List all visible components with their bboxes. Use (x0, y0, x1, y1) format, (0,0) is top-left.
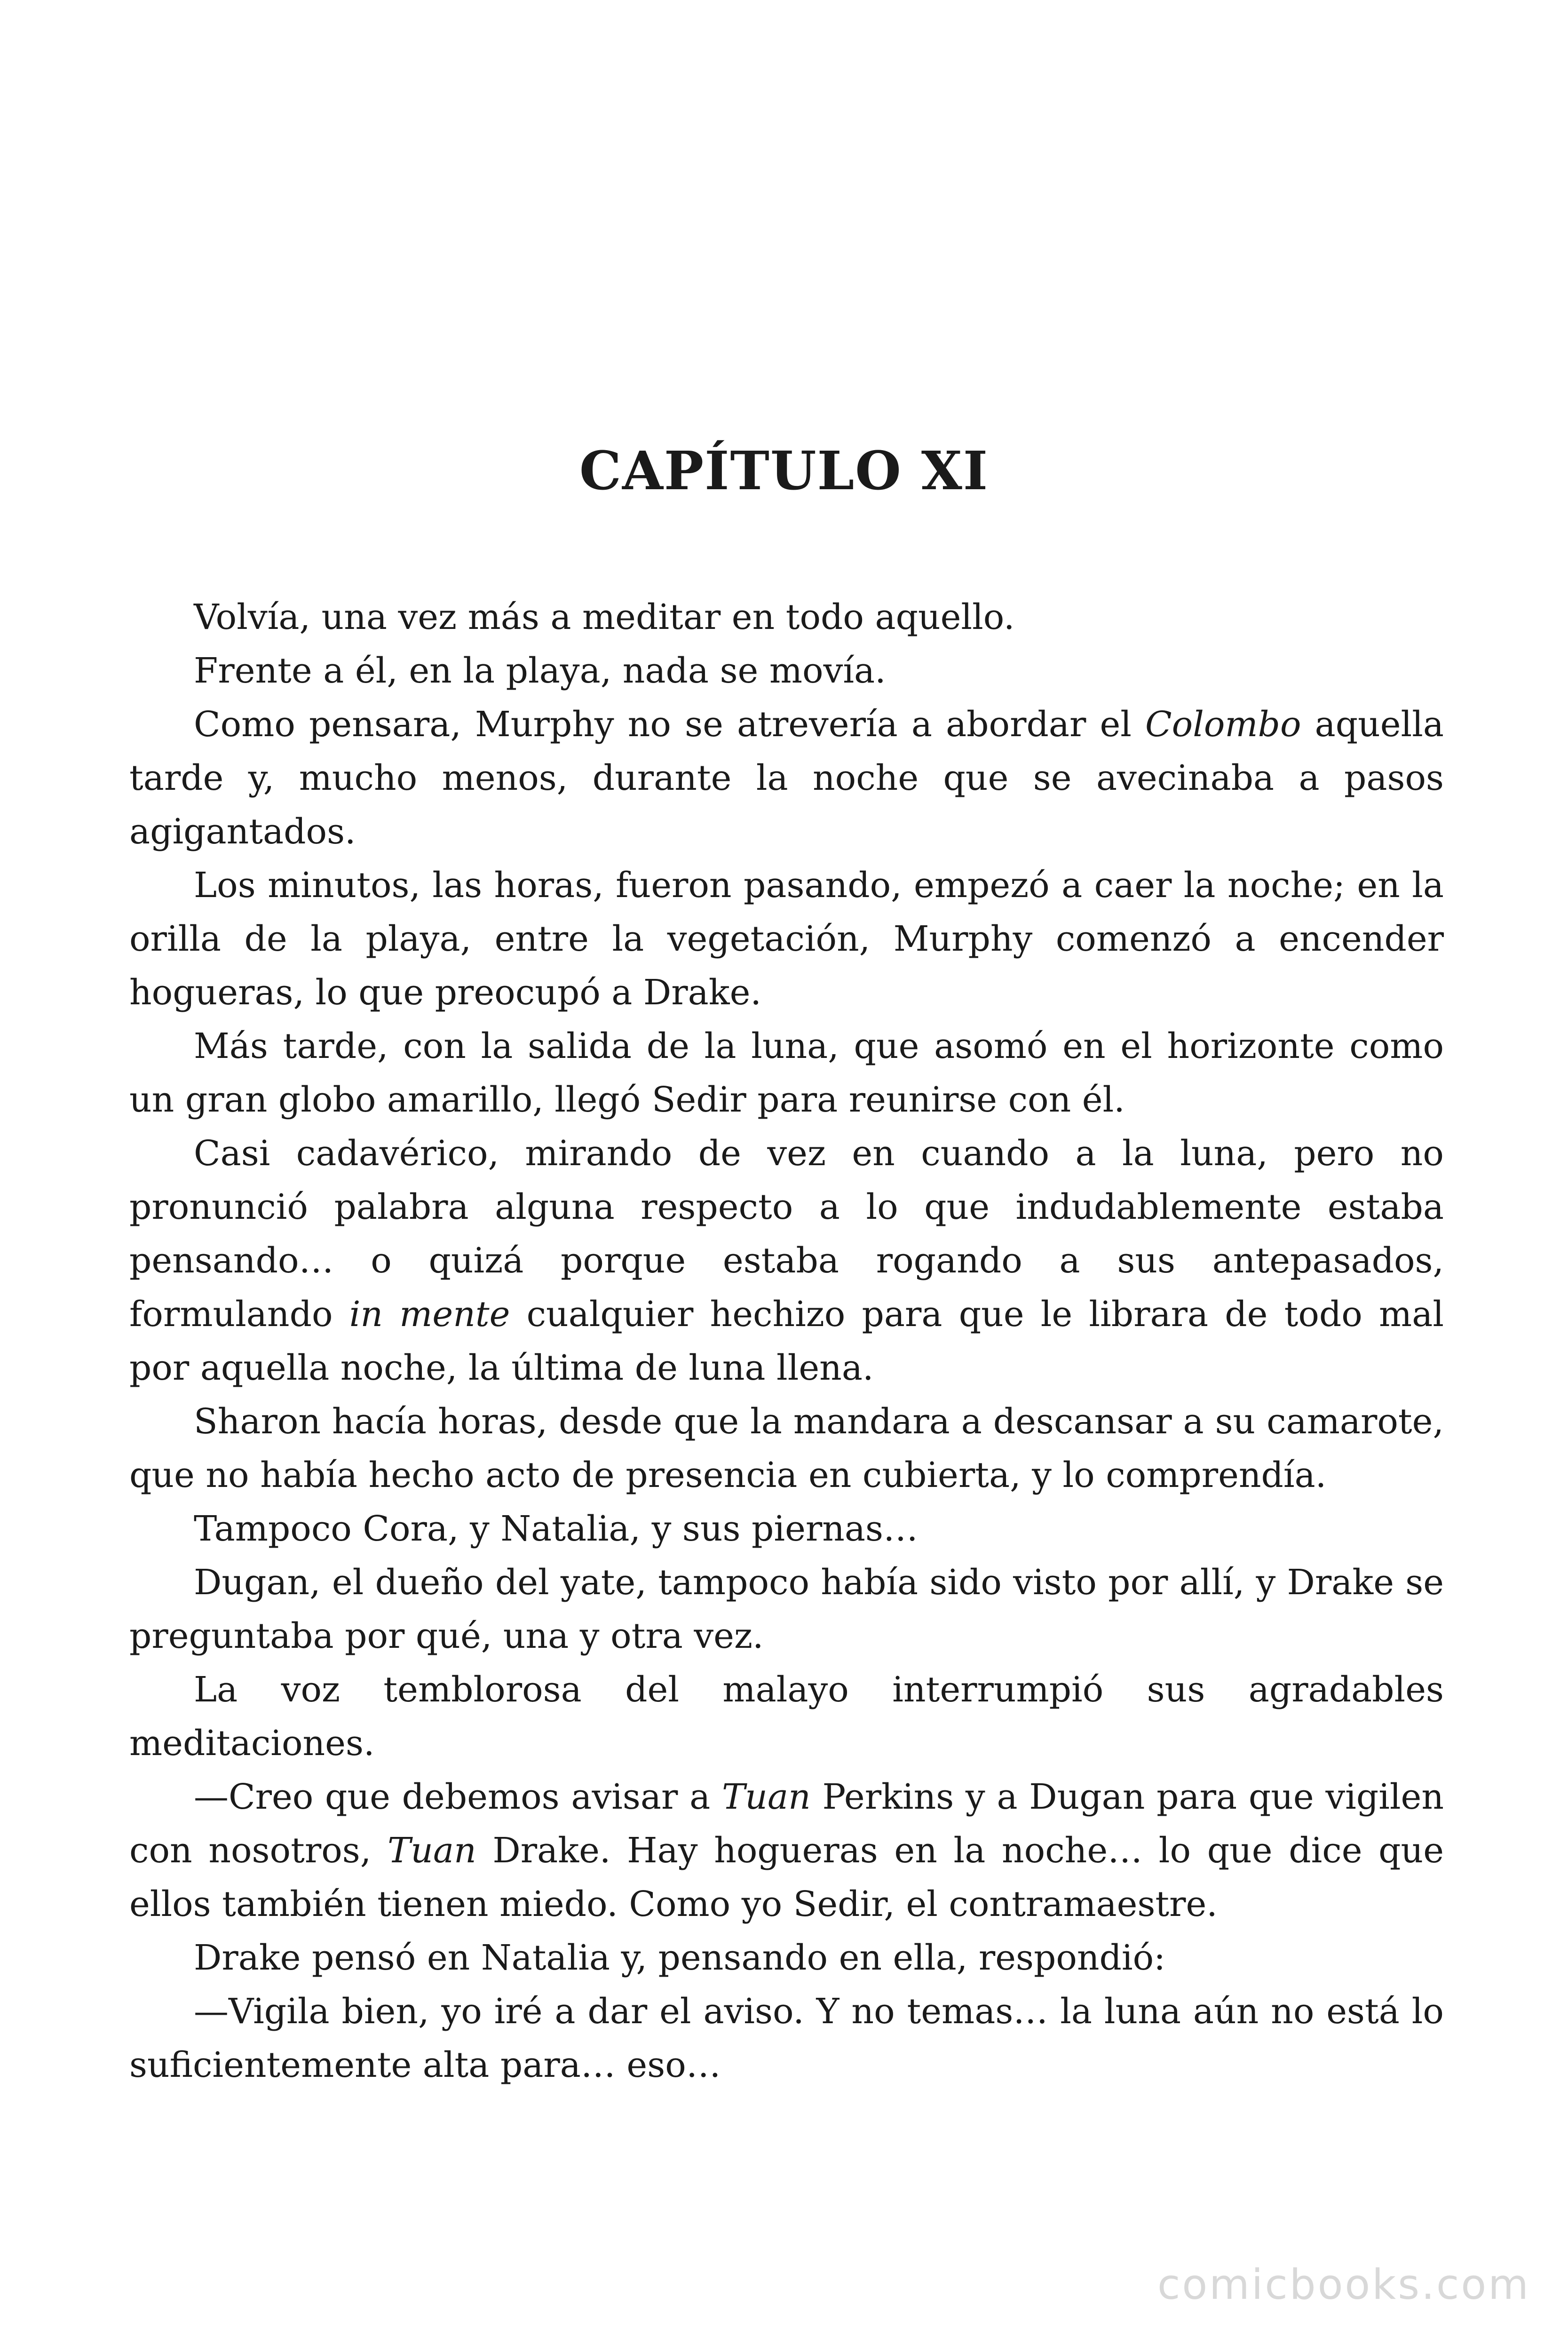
paragraph-11-text-b: Perkins y a Dugan para que vigilen con nosotros, (129, 1777, 1444, 1871)
paragraph-12: Drake pensó en Natalia y, pensando en ella, respondió: (194, 1938, 1166, 1978)
paragraph-11-italic-a: Tuan (721, 1777, 811, 1817)
paragraph-6-text-b: cualquier hechizo para que le librara de todo mal por aquella noche, la última de luna llena. (129, 1294, 1444, 1388)
paragraph-6-text-a: Casi cadavérico, mirando de vez en cuando a la luna, pero no pronunció palabra alguna respecto a lo que indudablemente estaba pensando… o quizá porque estaba rogando a sus antepasados, formulando (129, 1133, 1444, 1335)
paragraph-5: Más tarde, con la salida de la luna, que asomó en el horizonte como un gran globo amarillo, llegó Sedir para reunirse con él. (129, 1026, 1444, 1120)
paragraph-3-text-b: aquella tarde y, mucho menos, durante la noche que se avecinaba a pasos agigantados. (129, 704, 1444, 852)
paragraph-4: Los minutos, las horas, fueron pasando, empezó a caer la noche; en la orilla de la playa, entre la vegetación, Murphy comenzó a encender hogueras, lo que preocupó a Drake. (129, 865, 1444, 1013)
paragraph-10: La voz temblorosa del malayo interrumpió sus agradables meditaciones. (129, 1669, 1444, 1764)
paragraph-6-italic: in mente (349, 1294, 510, 1335)
paragraph-2: Frente a él, en la playa, nada se movía. (194, 651, 886, 691)
watermark: comicbooks.com (1157, 2260, 1530, 2309)
paragraph-3-text-a: Como pensara, Murphy no se atrevería a abordar el (194, 704, 1146, 745)
paragraph-3-italic: Colombo (1145, 704, 1301, 745)
paragraph-11 (129, 1770, 1444, 1931)
paragraph-1: Volvía, una vez más a meditar en todo aquello. (194, 597, 1015, 637)
paragraph-13: —Vigila bien, yo iré a dar el aviso. Y no temas… la luna aún no está lo suficientemente alta para… eso… (129, 1991, 1444, 2085)
paragraph-9: Dugan, el dueño del yate, tampoco había sido visto por allí, y Drake se preguntaba por qué, una y otra vez. (129, 1562, 1444, 1656)
paragraph-11-text-a: —Creo que debemos avisar a (194, 1777, 722, 1817)
chapter-title: CAPÍTULO XI (579, 440, 989, 502)
paragraph-11-text-c: Drake. Hay hogueras en la noche… lo que dice que ellos también tienen miedo. Como yo Sedir, el contramaestre. (129, 1830, 1444, 1924)
chapter-body (129, 590, 1444, 2092)
paragraph-8: Tampoco Cora, y Natalia, y sus piernas… (194, 1509, 919, 1549)
paragraph-11-italic-b: Tuan (387, 1830, 476, 1871)
paragraph-6 (129, 1127, 1444, 1395)
paragraph-7: Sharon hacía horas, desde que la mandara a descansar a su camarote, que no había hecho acto de presencia en cubierta, y lo comprendía. (129, 1401, 1444, 1495)
paragraph-3 (129, 698, 1444, 858)
